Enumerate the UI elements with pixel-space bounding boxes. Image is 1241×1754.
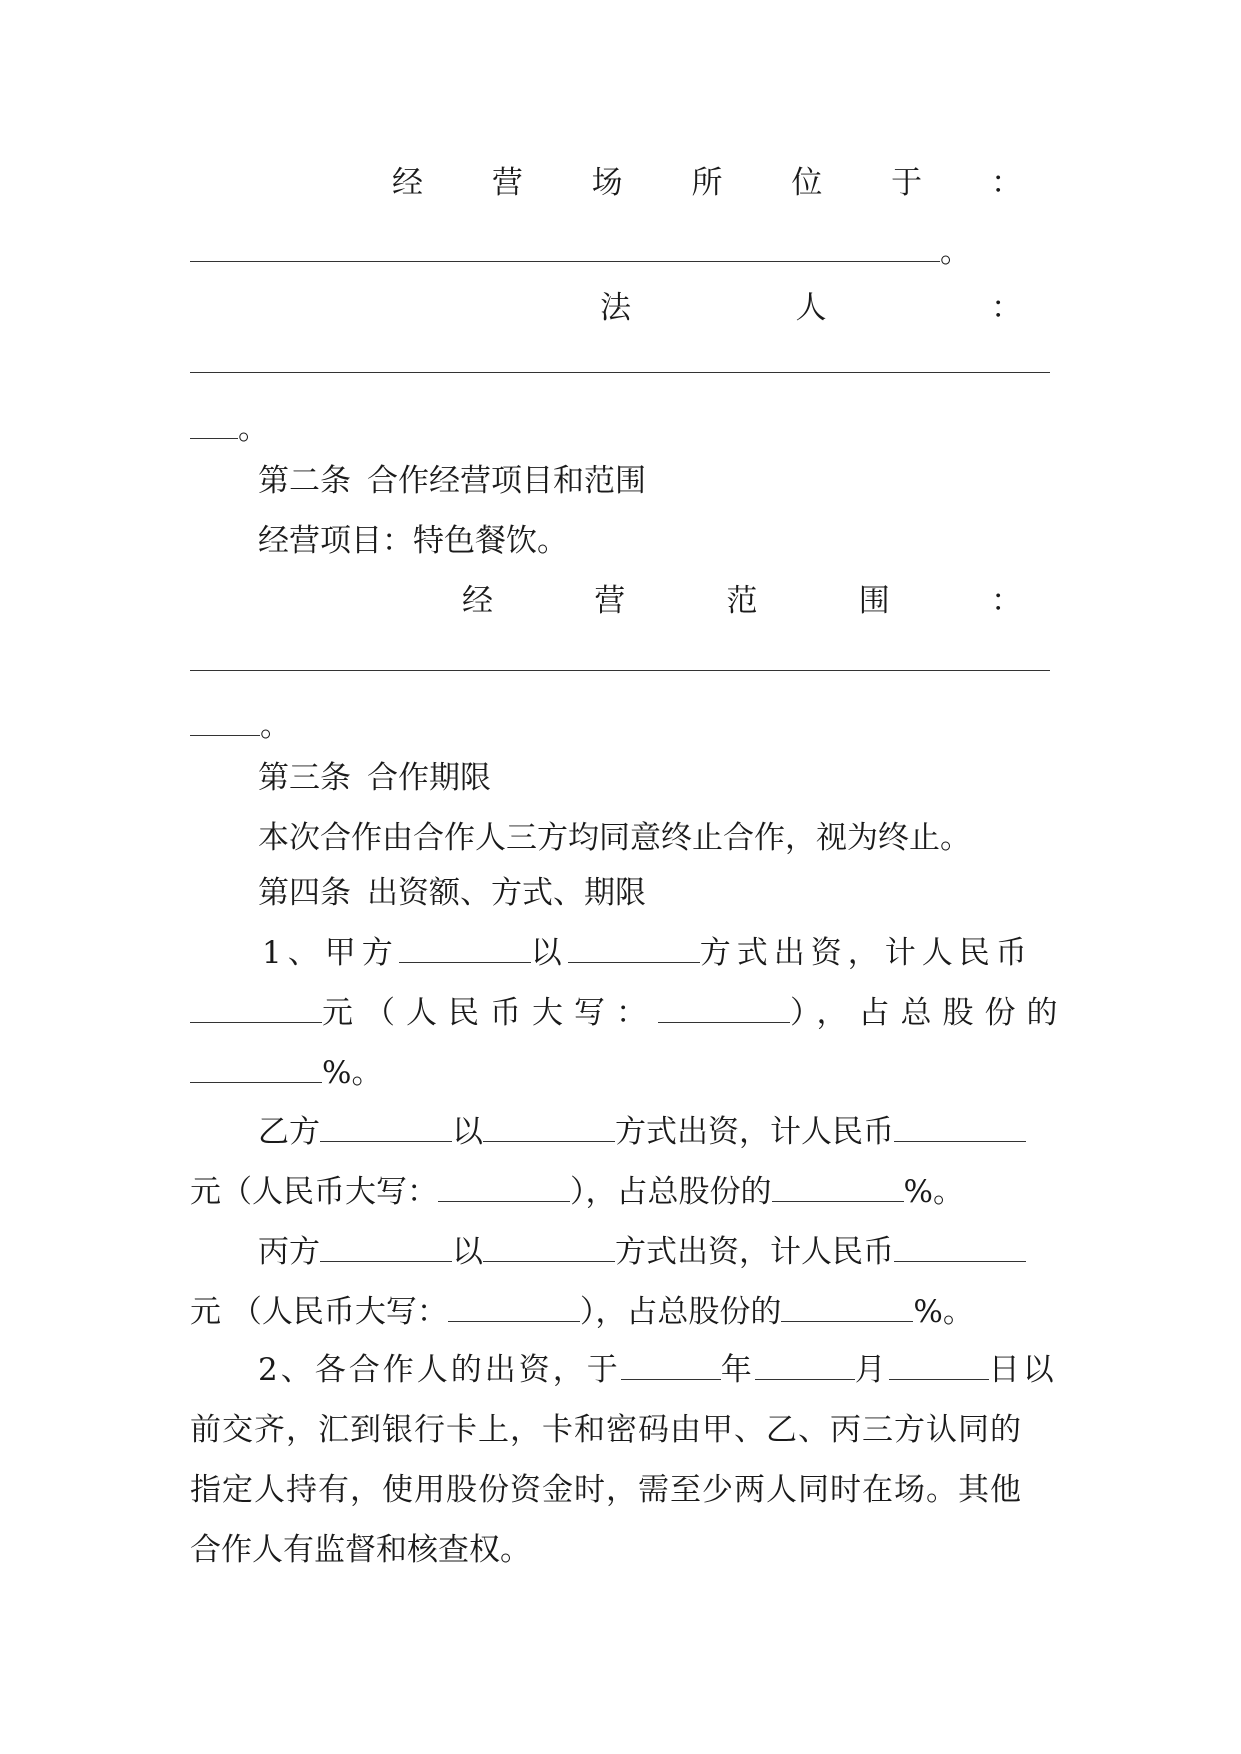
legal-person-blank-end[interactable] (190, 412, 238, 439)
location-blank-line[interactable] (190, 232, 1060, 272)
article2-project (258, 521, 1060, 561)
item-yi-percent-blank[interactable] (772, 1175, 904, 1202)
article2-scope-blank-line[interactable] (190, 646, 1060, 686)
item-bing-line2 (190, 1292, 1060, 1332)
legal-person-blank-line[interactable] (190, 348, 1060, 388)
item2-line2 (190, 1410, 1060, 1450)
article2-scope-blank-end-line (190, 706, 1060, 746)
item-bing-line1 (258, 1232, 1060, 1272)
legal-person-period: 。 (238, 411, 269, 447)
item-yi-share-text: ），占总股份的 (570, 1174, 772, 1210)
item1-line2 (190, 993, 1069, 1033)
item1-line3 (190, 1053, 1060, 1093)
item1-by: 以 (530, 935, 568, 971)
legal-person-colon: ： (991, 290, 1022, 326)
item1-line1 (262, 933, 1064, 973)
item1-share-text: ），占总股份的 (790, 995, 1069, 1031)
scope-char: 范 (726, 583, 758, 619)
item2-month-blank[interactable] (755, 1353, 855, 1380)
article2-heading-num: 第二条 (258, 463, 351, 499)
article2-scope-period: 。 (260, 708, 291, 744)
article3-body-text: 本次合作由合作人三方均同意终止合作，视为终止。 (258, 820, 971, 856)
item1-amount-blank[interactable] (190, 996, 322, 1023)
location-char: 所 (691, 165, 723, 201)
article3-heading (258, 758, 1060, 798)
item-bing-method-blank[interactable] (483, 1235, 615, 1262)
item2-text: 合作人有监督和核查权。 (190, 1532, 531, 1568)
article4-heading-num: 第四条 (258, 875, 351, 911)
location-period: 。 (940, 234, 971, 270)
item-bing-party: 丙方 (258, 1234, 320, 1270)
item-yi-percent: %。 (903, 1174, 964, 1210)
item1-party: 1、甲方 (262, 935, 399, 971)
item2-day-blank[interactable] (889, 1353, 989, 1380)
item-bing-amount-blank[interactable] (894, 1235, 1026, 1262)
location-char: 营 (491, 165, 523, 201)
item2-text: 指定人持有，使用股份资金时，需至少两人同时在场。其他 (190, 1472, 1022, 1508)
article2-heading-text: 合作经营项目和范围 (367, 463, 646, 499)
item-bing-percent-blank[interactable] (781, 1295, 913, 1322)
article3-heading-text: 合作期限 (367, 760, 491, 796)
article2-scope-blank-end[interactable] (190, 709, 260, 736)
item-bing-method-text: 方式出资，计人民币 (615, 1234, 894, 1270)
scope-char: 营 (594, 583, 626, 619)
item-bing-share-text: ），占总股份的 (579, 1294, 782, 1330)
item1-yuan-text: 元（人民币大写： (322, 995, 658, 1031)
article2-heading (258, 461, 1060, 501)
legal-person-char: 法 (600, 290, 631, 326)
location-char: 于 (891, 165, 923, 201)
location-blank[interactable] (190, 235, 940, 262)
scope-colon: ： (991, 583, 1022, 619)
scope-char: 经 (462, 583, 493, 619)
item-bing-name-blank[interactable] (320, 1235, 452, 1262)
item-yi-party: 乙方 (258, 1114, 320, 1150)
article2-scope-label-line (462, 581, 1022, 621)
item1-method-text: 方式出资，计人民币 (699, 935, 1033, 971)
location-char: 位 (791, 165, 823, 201)
location-colon: ： (990, 165, 1022, 201)
item-yi-by: 以 (452, 1114, 483, 1150)
article2-project-text: 经营项目：特色餐饮。 (258, 523, 568, 559)
item2-text: 前交齐，汇到银行卡上，卡和密码由甲、乙、丙三方认同的 (190, 1412, 1022, 1448)
item-yi-capital-blank[interactable] (438, 1175, 570, 1202)
item-yi-name-blank[interactable] (320, 1115, 452, 1142)
item1-method-blank[interactable] (568, 936, 700, 963)
location-char: 经 (392, 165, 423, 201)
item1-capital-blank[interactable] (658, 996, 790, 1023)
article4-heading (258, 873, 1060, 913)
item-yi-line2 (190, 1172, 1060, 1212)
item-yi-method-blank[interactable] (483, 1115, 615, 1142)
item2-line1 (258, 1350, 1060, 1390)
article3-body (258, 818, 1060, 858)
scope-char: 围 (858, 583, 890, 619)
item2-intro: 2、各合作人的出资，于 (258, 1352, 621, 1388)
location-char: 场 (591, 165, 623, 201)
legal-person-char: 人 (795, 290, 827, 326)
item-bing-by: 以 (452, 1234, 483, 1270)
item-yi-yuan-text: 元（人民币大写： (190, 1174, 438, 1210)
article3-heading-num: 第三条 (258, 760, 351, 796)
item1-percent-blank[interactable] (190, 1056, 322, 1083)
item2-day: 日以 (988, 1352, 1057, 1388)
item2-month: 月 (854, 1352, 889, 1388)
item2-year: 年 (720, 1352, 755, 1388)
item-bing-yuan-text: 元 （人民币大写： (190, 1294, 448, 1330)
legal-person-blank-end-line (190, 409, 1060, 449)
item1-name-blank[interactable] (399, 936, 531, 963)
item2-line3 (190, 1470, 1060, 1510)
item1-percent: %。 (322, 1055, 383, 1091)
legal-person-blank[interactable] (190, 348, 1050, 373)
legal-person-label-line (600, 288, 1022, 328)
item2-line4 (190, 1530, 1060, 1570)
item-yi-line1 (258, 1112, 1060, 1152)
item-bing-percent: %。 (913, 1294, 974, 1330)
article2-scope-blank[interactable] (190, 646, 1050, 671)
item-bing-capital-blank[interactable] (448, 1295, 580, 1322)
article4-heading-text: 出资额、方式、期限 (367, 875, 646, 911)
item-yi-amount-blank[interactable] (894, 1115, 1026, 1142)
item2-year-blank[interactable] (621, 1353, 721, 1380)
location-label-line (392, 163, 1022, 203)
item-yi-method-text: 方式出资，计人民币 (615, 1114, 894, 1150)
